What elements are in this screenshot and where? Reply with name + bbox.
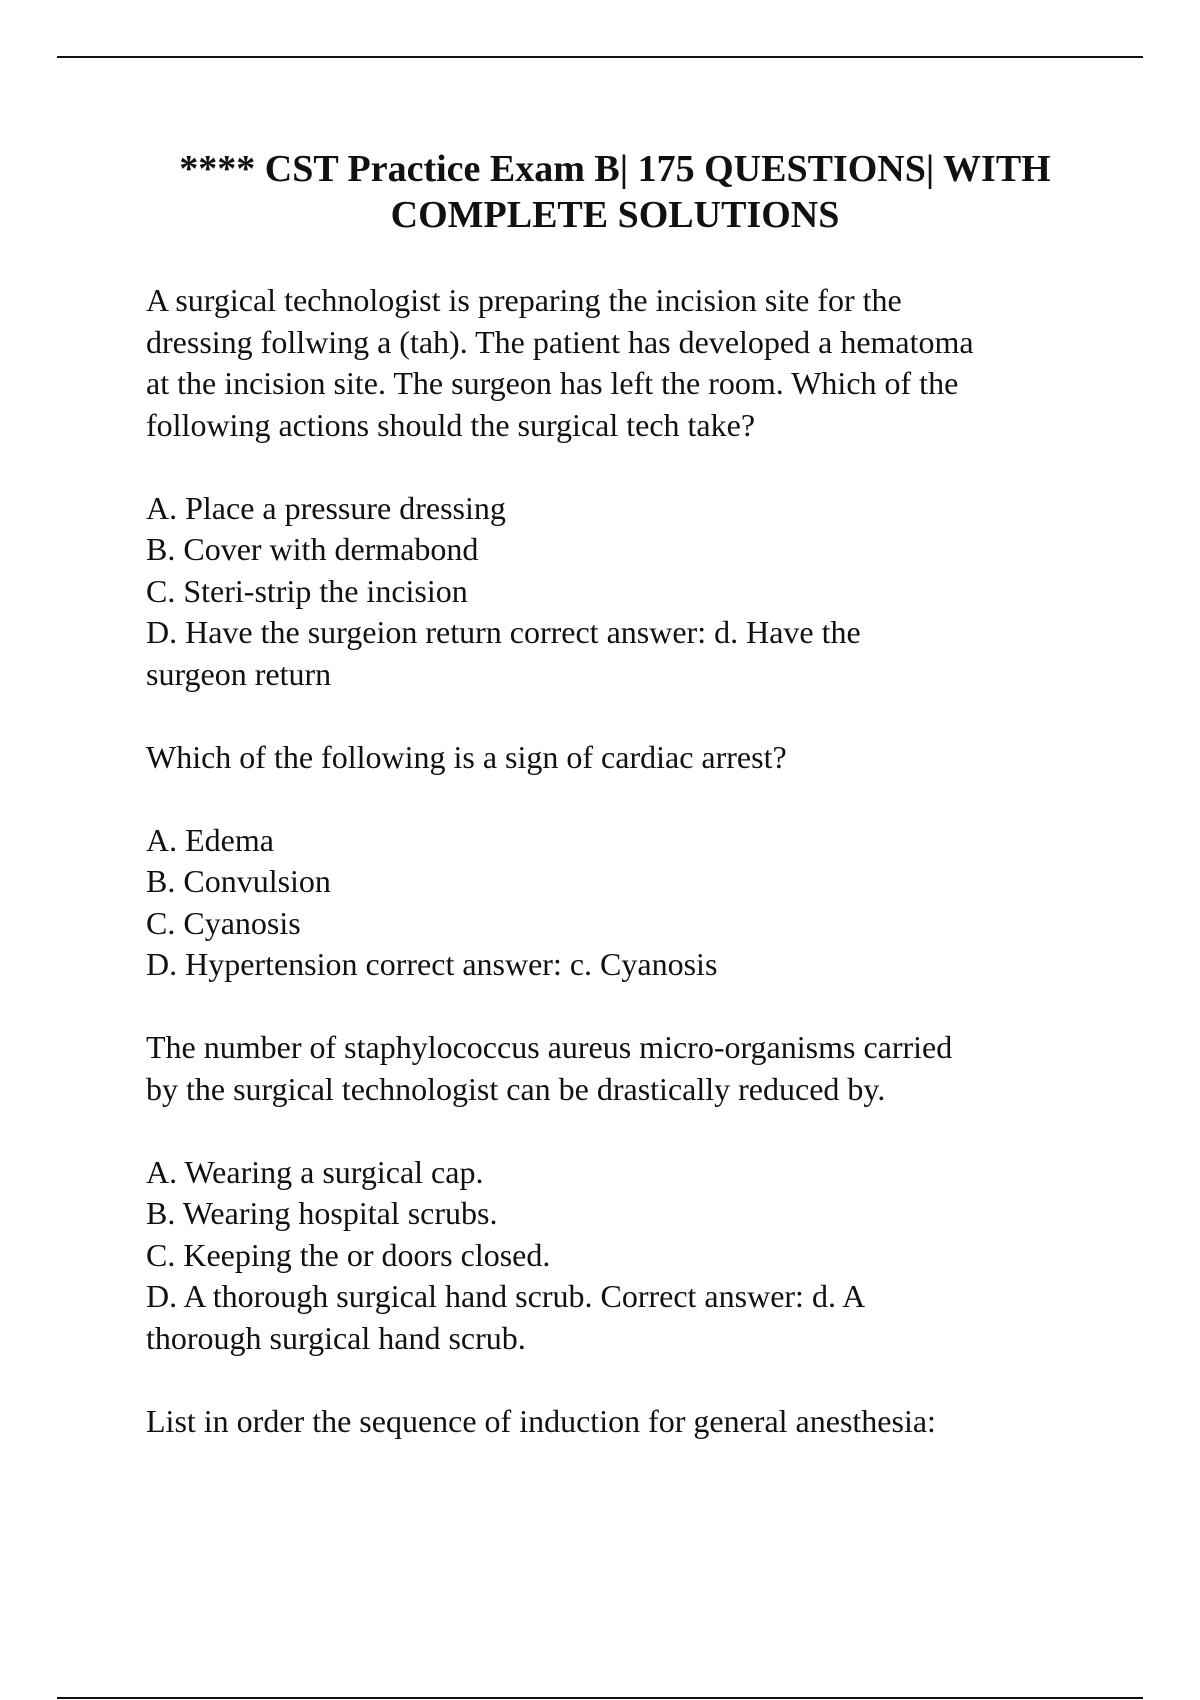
option-line: D. Hypertension correct answer: c. Cyanosis <box>146 946 718 982</box>
top-rule <box>57 56 1143 58</box>
option-line: C. Keeping the or doors closed. <box>146 1236 551 1273</box>
page-title <box>90 146 1140 238</box>
option-line: C. Steri-strip the incision <box>146 572 468 609</box>
option-line: B. Convulsion <box>146 863 331 899</box>
option-line: B. Wearing hospital scrubs. <box>146 1195 498 1231</box>
question-prompt <box>146 1401 1146 1443</box>
question-2 <box>146 737 1146 986</box>
question-prompt <box>146 280 1146 446</box>
option-line: thorough surgical hand scrub. <box>146 1319 526 1356</box>
title-line: **** CST Practice Exam B| 175 QUESTIONS| WITH <box>179 148 1051 190</box>
prompt-line: at the incision site. The surgeon has left the room. Which of the <box>146 365 959 401</box>
prompt-line: following actions should the surgical tech take? <box>146 406 756 443</box>
option-line: D. A thorough surgical hand scrub. Correct answer: d. A <box>146 1278 866 1314</box>
document-body <box>146 280 1146 1442</box>
question-1 <box>146 280 1146 695</box>
prompt-line: The number of staphylococcus aureus micro-organisms carried <box>146 1029 953 1065</box>
answer-options <box>146 820 1146 986</box>
option-line: A. Place a pressure dressing <box>146 489 506 526</box>
option-line: surgeon return <box>146 655 332 692</box>
option-line: B. Cover with dermabond <box>146 531 479 567</box>
answer-options <box>146 488 1146 696</box>
prompt-line: by the surgical technologist can be drastically reduced by. <box>146 1070 886 1107</box>
title-line: COMPLETE SOLUTIONS <box>390 194 840 236</box>
question-prompt <box>146 1027 1146 1110</box>
answer-options <box>146 1152 1146 1360</box>
option-line: C. Cyanosis <box>146 904 301 941</box>
question-3 <box>146 1027 1146 1359</box>
prompt-line: dressing follwing a (tah). The patient has developed a hematoma <box>146 323 974 360</box>
question-prompt <box>146 737 1146 779</box>
prompt-line: List in order the sequence of induction for general anesthesia: <box>146 1402 936 1439</box>
option-line: A. Edema <box>146 821 274 858</box>
option-line: D. Have the surgeion return correct answer: d. Have the <box>146 614 861 650</box>
option-line: A. Wearing a surgical cap. <box>146 1153 484 1190</box>
bottom-rule <box>57 1697 1143 1699</box>
prompt-line: Which of the following is a sign of cardiac arrest? <box>146 738 787 775</box>
question-4 <box>146 1401 1146 1443</box>
prompt-line: A surgical technologist is preparing the incision site for the <box>146 282 902 318</box>
